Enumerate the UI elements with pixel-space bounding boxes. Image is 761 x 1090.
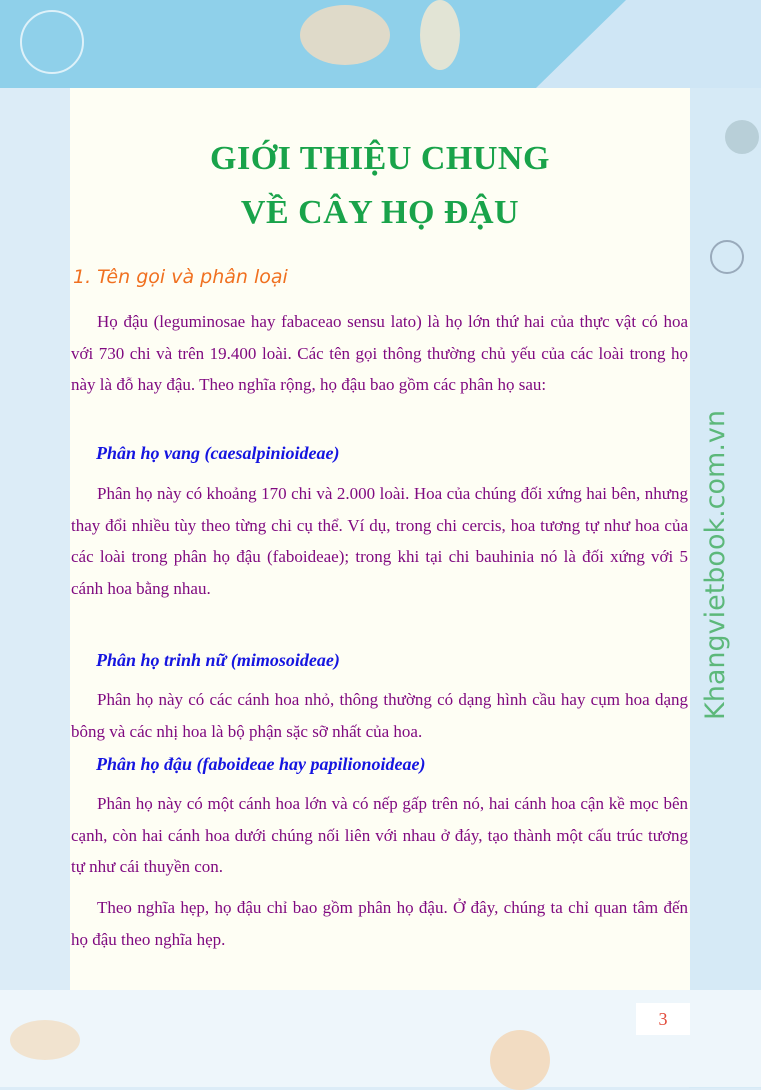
subheading-faboideae: Phân họ đậu (faboideae hay papilionoideae) — [96, 754, 426, 774]
flower-decoration-icon — [710, 240, 744, 274]
page-title-line2: VỀ CÂY HỌ ĐẬU — [240, 194, 520, 231]
flower-decoration-icon — [490, 1030, 550, 1090]
page-title-line1: GIỚI THIỆU CHUNG — [210, 140, 550, 177]
paragraph-intro: Họ đậu (leguminosae hay fabaceao sensu lato) là họ lớn thứ hai của thực vật có hoa với 730 chi và trên 19.400 loài. Các tên gọi thông thường chủ yếu của các loài trong họ này là đỗ hay đậu. Theo nghĩa rộng, họ đậu bao gồm các phân họ sau: — [71, 312, 688, 394]
paragraph-mimosoideae: Phân họ này có các cánh hoa nhỏ, thông thường có dạng hình cầu hay cụm hoa dạng bông và các nhị hoa là bộ phận sặc sỡ nhất của hoa. — [71, 690, 688, 741]
paragraph-faboideae: Phân họ này có một cánh hoa lớn và có nếp gấp trên nó, hai cánh hoa cận kề mọc bên cạnh, còn hai cánh hoa dưới chúng nối liên với nhau ở đáy, tạo thành một cấu trúc tương tự như cái thuyền con. — [71, 794, 688, 876]
page-number: 3 — [636, 1003, 690, 1035]
watermark: Khangvietbook.com.vn — [700, 409, 731, 720]
section-heading: 1. Tên gọi và phân loại — [73, 266, 288, 288]
paragraph-caesalpinioideae: Phân họ này có khoảng 170 chi và 2.000 loài. Hoa của chúng đối xứng hai bên, nhưng thay đổi nhiều tùy theo từng chi cụ thể. Ví dụ, trong chi cercis, hoa tương tự như hoa của các loài trong phân họ đậu (faboideae); trong khi tại chi bauhinia nó là đối xứng với 5 cánh hoa bằng nhau. — [71, 484, 688, 598]
flower-decoration-icon — [725, 120, 759, 154]
subheading-mimosoideae: Phân họ trinh nữ (mimosoideae) — [96, 650, 340, 670]
paragraph-conclusion: Theo nghĩa hẹp, họ đậu chỉ bao gồm phân họ đậu. Ở đây, chúng ta chỉ quan tâm đến họ đậu theo nghĩa hẹp. — [71, 898, 688, 949]
subheading-caesalpinioideae: Phân họ vang (caesalpinioideae) — [96, 443, 340, 463]
leaf-decoration-icon — [10, 1020, 80, 1060]
leaf-decoration-icon — [420, 0, 460, 70]
leaf-decoration-icon — [300, 5, 390, 65]
flower-decoration-icon — [20, 10, 84, 74]
